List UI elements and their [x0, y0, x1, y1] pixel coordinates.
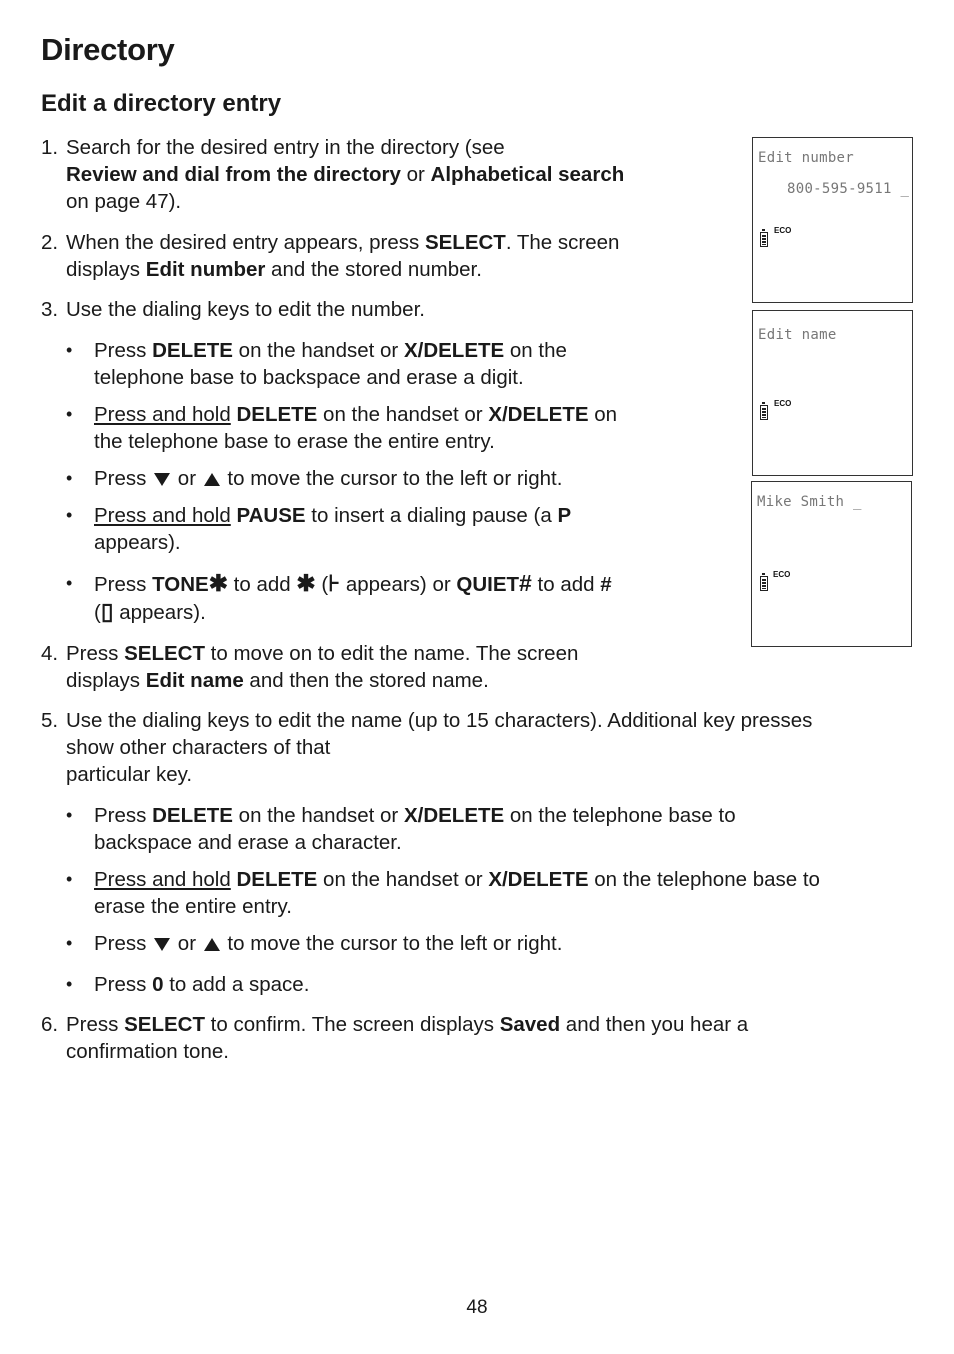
screen-name: Edit name — [145, 669, 244, 692]
text: the telephone base to erase the entire entry. — [94, 430, 495, 453]
text: to move the cursor to the left or right. — [221, 932, 563, 955]
step-number: 1. — [41, 136, 59, 159]
down-triangle-icon — [154, 473, 170, 486]
step-text: particular key. — [66, 763, 193, 786]
bullet: • — [66, 869, 73, 889]
step-3: Use the dialing keys to edit the number. — [66, 298, 425, 321]
step-number: 6. — [41, 1013, 59, 1036]
screen-line: Mike Smith _ — [757, 494, 862, 510]
key-name: DELETE — [236, 868, 318, 891]
bullet-a4 — [94, 502, 571, 556]
screen-line: Edit number — [758, 150, 855, 166]
step-text: or — [400, 163, 431, 186]
page-number: 48 — [466, 1297, 488, 1318]
key-name: DELETE — [152, 339, 233, 362]
step-text: Use the dialing keys to edit the name (up to 15 characters). Additional key presses — [66, 709, 813, 732]
handset-screen-edit-number — [752, 137, 913, 303]
bullet-b1 — [94, 802, 736, 856]
key-name: PAUSE — [236, 504, 306, 527]
step-text: on page 47). — [66, 190, 182, 213]
step-text: and the stored number. — [265, 258, 482, 281]
bullet-a5 — [94, 570, 612, 626]
text: Press — [94, 573, 153, 596]
key-name: QUIET — [456, 573, 520, 596]
step-number: 4. — [41, 642, 59, 665]
battery-icon — [760, 576, 768, 591]
section-title: Edit a directory entry — [41, 90, 282, 117]
bullet: • — [66, 805, 73, 825]
step-text: . The screen — [505, 231, 620, 254]
screen-line: Edit name — [758, 327, 837, 343]
step-text: displays — [66, 669, 146, 692]
text: backspace and erase a character. — [94, 831, 402, 854]
bullet-a2 — [94, 401, 617, 455]
screen-line: 800-595-9511 _ — [787, 181, 910, 197]
battery-icon — [760, 405, 768, 420]
key-name: DELETE — [152, 804, 233, 827]
screen-name: Saved — [499, 1013, 561, 1036]
text: erase the entire entry. — [94, 895, 292, 918]
step-2 — [66, 229, 619, 283]
bullet-b4 — [94, 971, 309, 998]
text: Press — [94, 467, 153, 490]
underlined-text: Press and hold — [94, 403, 231, 426]
key-name: 0 — [152, 973, 164, 996]
screen-name: Edit number — [145, 258, 266, 281]
step-text: confirmation tone. — [66, 1040, 229, 1063]
text: on the — [504, 339, 567, 362]
text: on the telephone base to — [504, 804, 736, 827]
step-number: 3. — [41, 298, 59, 321]
link-text: Review and dial from the directory — [66, 163, 401, 186]
down-triangle-icon — [154, 938, 170, 951]
step-text: and then you hear a — [560, 1013, 749, 1036]
step-text: to move on to edit the name. The screen — [204, 642, 579, 665]
step-number: 2. — [41, 231, 59, 254]
text: on the telephone base to — [588, 868, 820, 891]
text: Press — [94, 973, 153, 996]
text: to insert a dialing pause (a — [305, 504, 558, 527]
step-text: to confirm. The screen displays — [204, 1013, 500, 1036]
star-key-icon: ✱ — [208, 570, 228, 596]
text: on the handset or — [232, 804, 404, 827]
text: or — [172, 467, 202, 490]
text: to add — [227, 573, 297, 596]
step-text: Press — [66, 1013, 125, 1036]
step-text: displays — [66, 258, 146, 281]
key-name: TONE — [152, 573, 209, 596]
text: ( — [94, 601, 101, 624]
text: to add a space. — [163, 973, 310, 996]
text: on the handset or — [317, 868, 489, 891]
up-triangle-icon — [204, 473, 220, 486]
step-number: 5. — [41, 709, 59, 732]
bullet-b3 — [94, 930, 562, 957]
bullet: • — [66, 404, 73, 424]
text: or — [172, 932, 202, 955]
star-icon: ✱ — [296, 570, 316, 596]
bullet-a1 — [94, 337, 567, 391]
step-text: and then the stored name. — [243, 669, 489, 692]
key-name: DELETE — [236, 403, 318, 426]
tone-indicator-icon: ⊦ — [328, 570, 341, 596]
text: on the handset or — [232, 339, 404, 362]
text: Press — [94, 804, 153, 827]
step-text: Press — [66, 642, 125, 665]
bullet: • — [66, 974, 73, 994]
text: to move the cursor to the left or right. — [221, 467, 563, 490]
battery-icon — [760, 232, 768, 247]
text: appears). — [113, 601, 206, 624]
key-name: SELECT — [124, 1013, 205, 1036]
up-triangle-icon — [204, 938, 220, 951]
text: appears) or — [340, 573, 457, 596]
text: on — [588, 403, 618, 426]
bullet-a3 — [94, 465, 562, 492]
step-text: When the desired entry appears, press — [66, 231, 425, 254]
bullet-b2 — [94, 866, 820, 920]
step-text: Search for the desired entry in the directory (see — [66, 136, 505, 159]
text: Press — [94, 339, 153, 362]
pound-indicator-icon: ▯ — [100, 598, 114, 624]
text: appears). — [94, 531, 181, 554]
step-text: show other characters of that — [66, 736, 331, 759]
eco-indicator: ECO — [774, 226, 792, 235]
key-name: SELECT — [424, 231, 506, 254]
step-6 — [66, 1011, 748, 1065]
handset-screen-name-entry — [751, 481, 912, 647]
underlined-text: Press and hold — [94, 504, 231, 527]
key-name: X/DELETE — [488, 403, 589, 426]
text: telephone base to backspace and erase a digit. — [94, 366, 524, 389]
handset-screen-edit-name — [752, 310, 913, 476]
step-5 — [66, 707, 812, 788]
key-name: X/DELETE — [403, 339, 505, 362]
key-name: # — [600, 573, 612, 596]
step-4 — [66, 640, 578, 694]
step-1 — [66, 134, 624, 215]
bullet: • — [66, 468, 73, 488]
text: to add — [531, 573, 601, 596]
page-title: Directory — [41, 32, 175, 67]
link-text: Alphabetical search — [430, 163, 625, 186]
bullet: • — [66, 933, 73, 953]
text: on the handset or — [317, 403, 489, 426]
key-name: X/DELETE — [403, 804, 505, 827]
pound-key-icon: # — [519, 570, 532, 596]
bullet: • — [66, 340, 73, 360]
text: Press — [94, 932, 153, 955]
key-name: P — [557, 504, 572, 527]
key-name: X/DELETE — [488, 868, 589, 891]
bullet: • — [66, 573, 73, 593]
eco-indicator: ECO — [774, 399, 792, 408]
text: ( — [315, 573, 329, 596]
key-name: SELECT — [124, 642, 205, 665]
bullet: • — [66, 505, 73, 525]
underlined-text: Press and hold — [94, 868, 231, 891]
eco-indicator: ECO — [773, 570, 791, 579]
